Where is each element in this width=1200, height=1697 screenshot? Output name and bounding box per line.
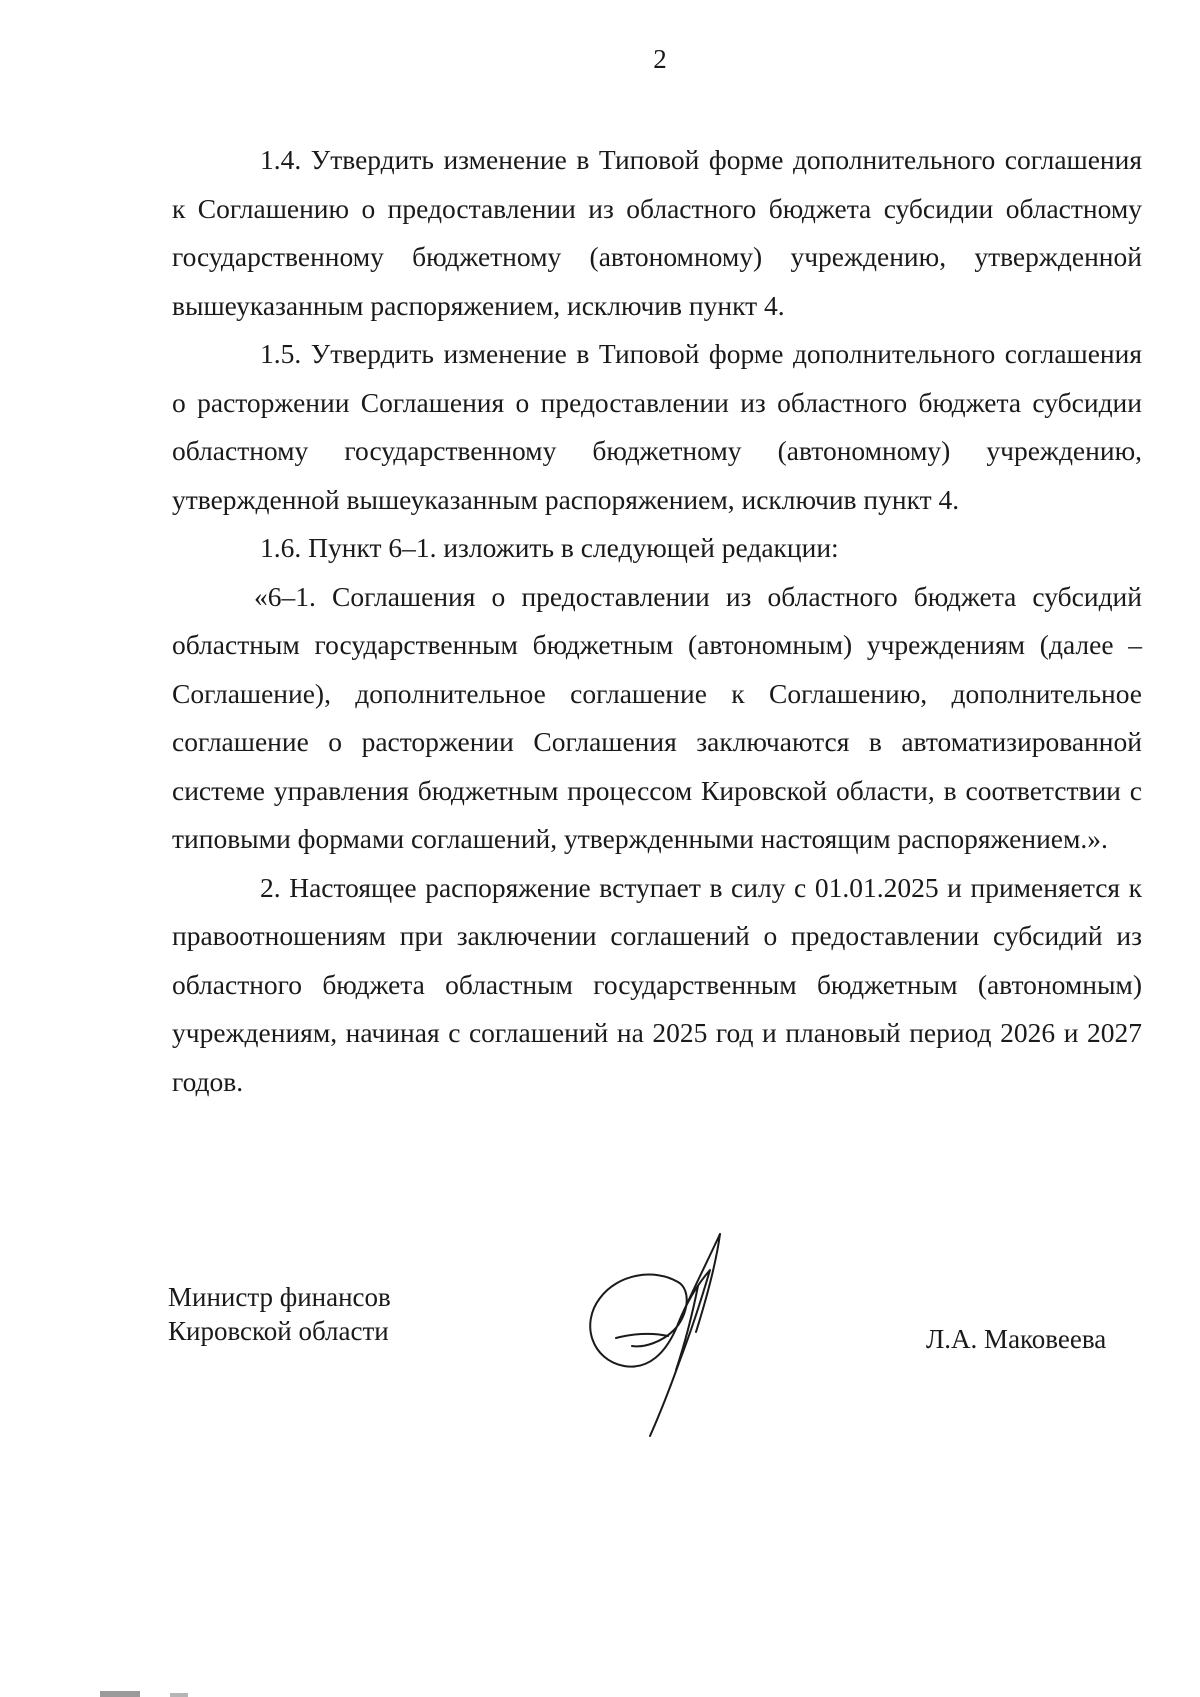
position-line-2: Кировской области <box>168 1316 389 1346</box>
paragraph-2: 2. Настоящее распоряжение вступает в силу с 01.01.2025 и применяется к правоотношениям при заключении соглашений о предоставлении субсидий из областного бюджета областным государственным бюджетным (автономным) учреждениям, начиная с соглашений на 2025 год и плановый период 2026 и 2027 годов. <box>172 871 1142 1097</box>
handwritten-signature <box>570 1220 780 1440</box>
signatory-position <box>168 1280 391 1348</box>
document-body <box>172 136 1142 1106</box>
signatory-name: Л.А. Маковеева <box>926 1324 1107 1354</box>
paragraph-6-1-quote: «6–1. Соглашения о предоставлении из областного бюджета субсидий областным государственным бюджетным (автономным) учреждениям (далее – Соглашение), дополнительное соглашение к Соглашению, дополнительное соглашение о расторжении Соглашения заключаются в автоматизированной системе управления бюджетным процессом Кировской области, в соответствии с типовыми формами соглашений, утвержденными настоящим распоряжением.». <box>172 580 1142 854</box>
position-line-1: Министр финансов <box>168 1282 391 1312</box>
paragraph-1-6: 1.6. Пункт 6–1. изложить в следующей редакции: <box>260 532 839 563</box>
paragraph-1-5: 1.5. Утвердить изменение в Типовой форме дополнительного соглашения о расторжении Соглашения о предоставлении из областного бюджета субсидии областному государственному бюджетному (автономному) учреждению, утвержденной вышеуказанным распоряжением, исключив пункт 4. <box>172 338 1142 515</box>
scan-edge-marks <box>100 1688 1000 1697</box>
page-number: 2 <box>653 44 667 74</box>
paragraph-1-4: 1.4. Утвердить изменение в Типовой форме дополнительного соглашения к Соглашению о предоставлении из областного бюджета субсидии областному государственному бюджетному (автономному) учреждению, утвержденной вышеуказанным распоряжением, исключив пункт 4. <box>172 144 1142 321</box>
